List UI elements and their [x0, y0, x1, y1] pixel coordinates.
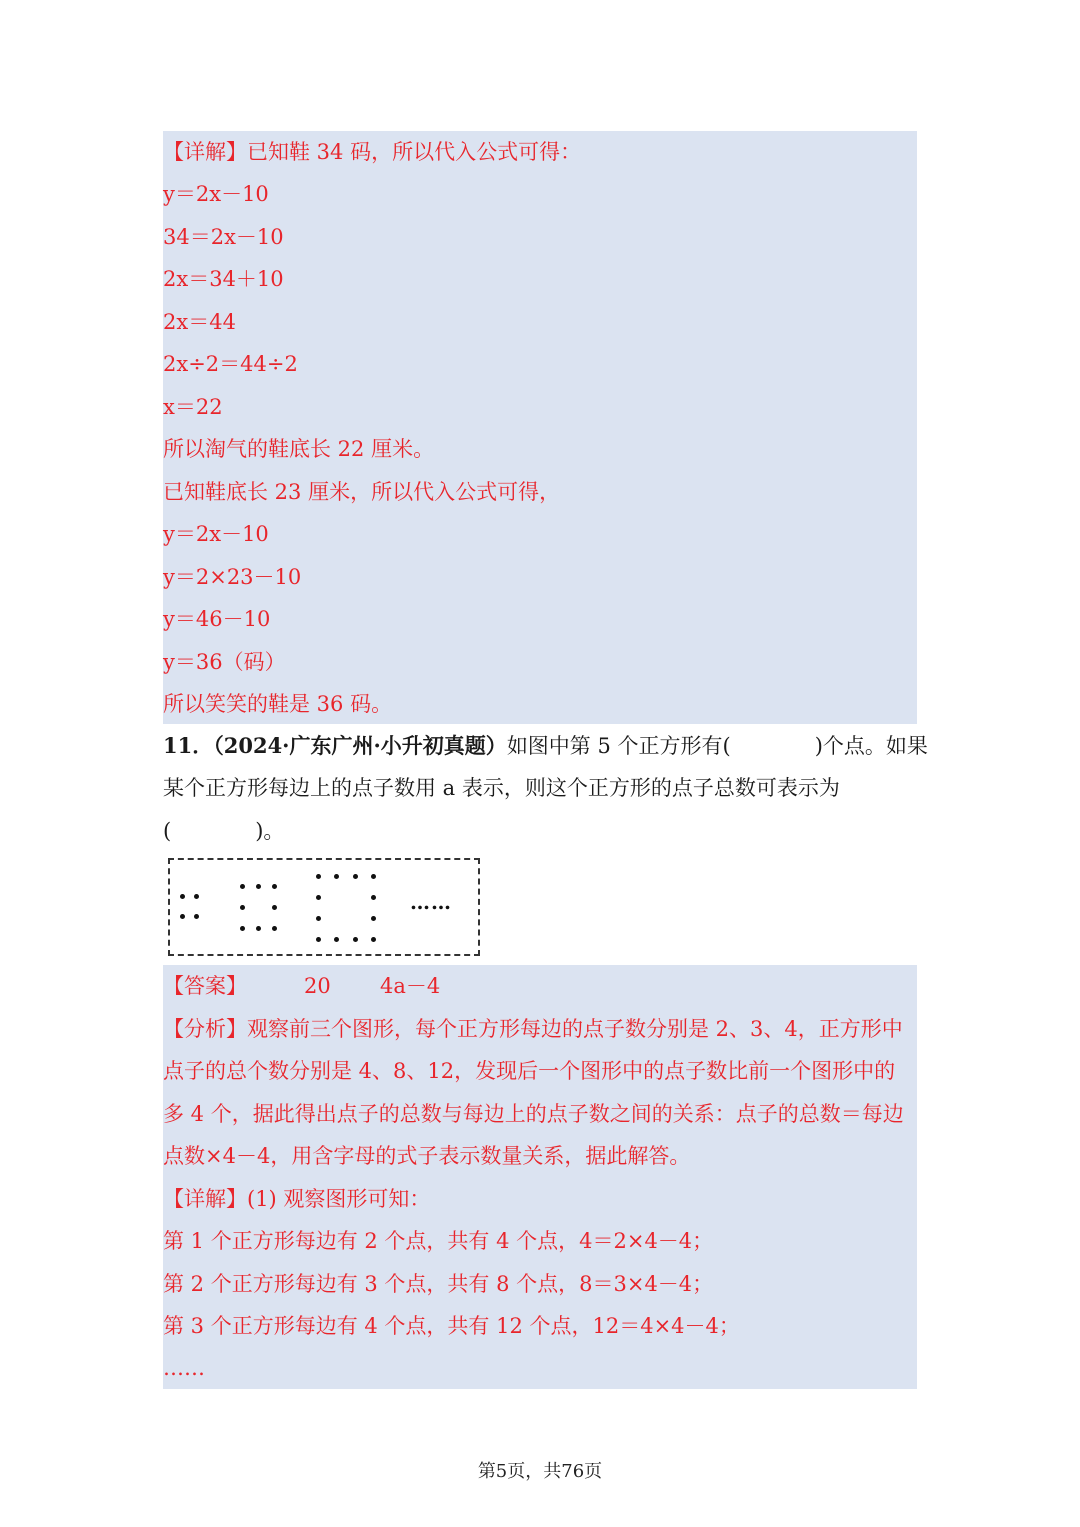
- dot: [334, 937, 339, 942]
- analysis-line: 点子的总个数分别是 4、8、12，发现后一个图形中的点子数比前一个图形中的: [163, 1059, 896, 1083]
- detail-line: 第 3 个正方形每边有 4 个点，共有 12 个点，12＝4×4－4；: [163, 1314, 740, 1338]
- dot-squares-figure: [168, 858, 480, 956]
- question-line-3: ( )。: [163, 819, 285, 843]
- page-footer: 第5页，共76页: [477, 1461, 603, 1482]
- solution-line: x＝22: [163, 395, 223, 419]
- solution-line: 2x＝44: [163, 310, 236, 334]
- detail-line: 第 1 个正方形每边有 2 个点，共有 4 个点，4＝2×4－4；: [163, 1229, 714, 1253]
- solution-line: 所以淘气的鞋底长 22 厘米。: [163, 437, 435, 461]
- solution-line: 所以笑笑的鞋是 36 码。: [163, 692, 393, 716]
- figure-ellipsis: ……: [410, 890, 452, 914]
- dot: [371, 874, 376, 879]
- dot: [334, 874, 339, 879]
- dot: [240, 926, 245, 931]
- dot: [353, 937, 358, 942]
- question-line-1: [163, 731, 928, 761]
- dot: [272, 926, 277, 931]
- analysis-line: 【分析】观察前三个图形，每个正方形每边的点子数分别是 2、3、4，正方形中: [163, 1017, 903, 1041]
- solution-line: 【详解】已知鞋 34 码，所以代入公式可得：: [163, 140, 582, 164]
- solution-line: y＝36（码）: [163, 650, 286, 674]
- answer-block: [163, 965, 917, 1389]
- dot: [371, 916, 376, 921]
- dot: [371, 937, 376, 942]
- solution-block-top: [163, 131, 917, 724]
- dot: [272, 905, 277, 910]
- dot: [316, 937, 321, 942]
- solution-line: 2x÷2＝44÷2: [163, 352, 298, 376]
- dot: [371, 895, 376, 900]
- dot: [256, 884, 261, 889]
- dot: [272, 884, 277, 889]
- answer-value-1: 20: [304, 974, 331, 998]
- answer-line: [163, 971, 441, 1001]
- detail-line: 【详解】(1) 观察图形可知：: [163, 1187, 431, 1211]
- solution-line: 已知鞋底长 23 厘米，所以代入公式可得，: [163, 480, 561, 504]
- solution-line: 34＝2x－10: [163, 225, 284, 249]
- question-source: （2024·广东广州·小升初真题）: [213, 733, 507, 758]
- solution-line: 2x＝34＋10: [163, 267, 284, 291]
- question-line-2: 某个正方形每边上的点子数用 a 表示，则这个正方形的点子总数可表示为: [163, 776, 840, 800]
- dot: [256, 926, 261, 931]
- solution-line: y＝46－10: [163, 607, 271, 631]
- dot: [316, 895, 321, 900]
- solution-line: y＝2×23－10: [163, 565, 302, 589]
- solution-line: y＝2x－10: [163, 522, 269, 546]
- dot: [316, 874, 321, 879]
- solution-line: y＝2x－10: [163, 182, 269, 206]
- answer-label: 【答案】: [163, 974, 247, 998]
- dot: [353, 874, 358, 879]
- detail-line: 第 2 个正方形每边有 3 个点，共有 8 个点，8＝3×4－4；: [163, 1272, 714, 1296]
- analysis-line: 多 4 个，据此得出点子的总数与每边上的点子数之间的关系：点子的总数＝每边: [163, 1102, 904, 1126]
- dot: [316, 916, 321, 921]
- dot: [194, 894, 199, 899]
- analysis-line: 点数×4－4，用含字母的式子表示数量关系，据此解答。: [163, 1144, 691, 1168]
- dot: [180, 914, 185, 919]
- detail-line: ……: [163, 1356, 205, 1380]
- dot: [180, 894, 185, 899]
- dot: [194, 914, 199, 919]
- question-number: 11．: [163, 733, 214, 758]
- dot: [240, 905, 245, 910]
- question-text: 如图中第 5 个正方形有( )个点。如果: [506, 734, 928, 758]
- answer-value-2: 4a－4: [380, 974, 441, 998]
- dot: [240, 884, 245, 889]
